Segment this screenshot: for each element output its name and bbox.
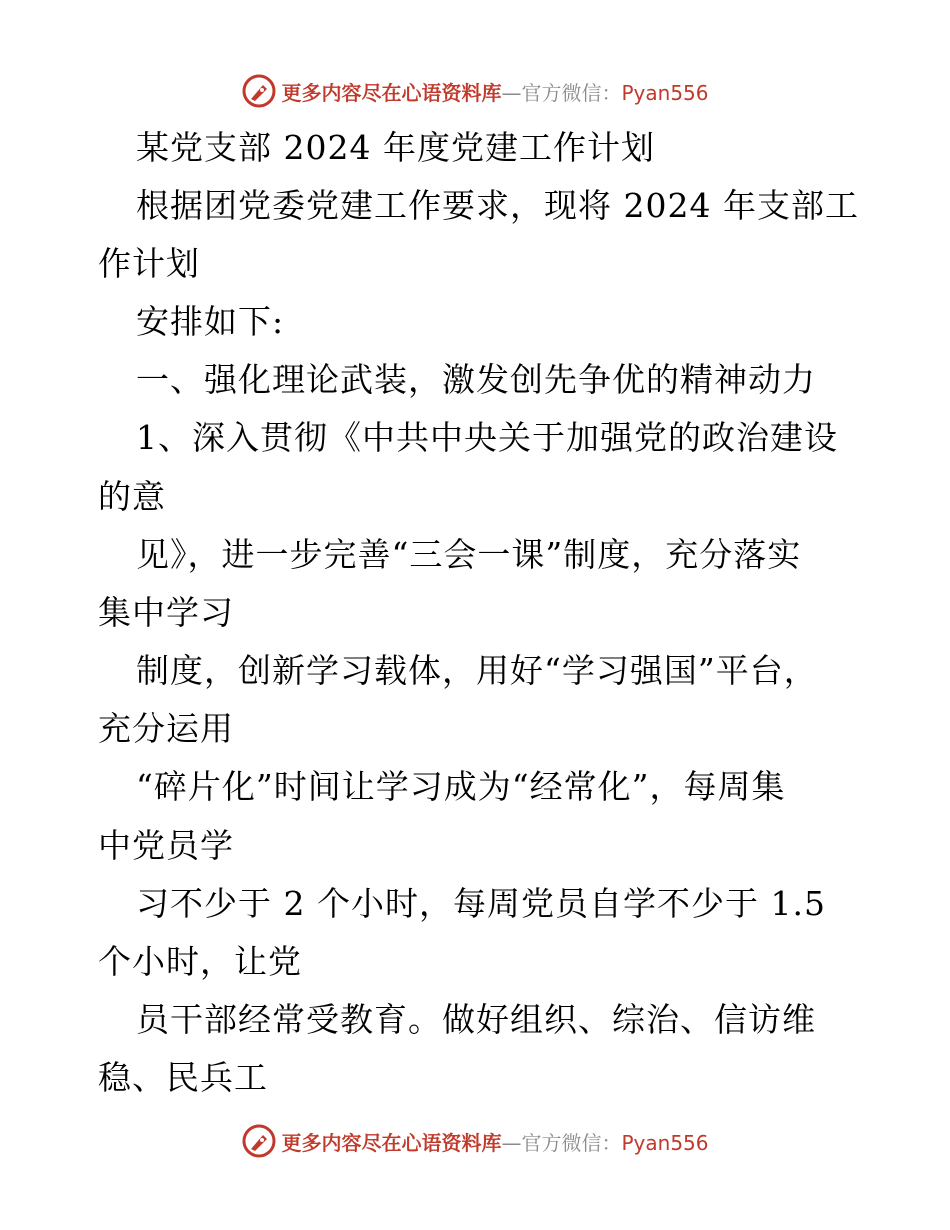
pen-nib-logo-icon (241, 73, 277, 109)
paragraph-line: 充分运用 (98, 709, 234, 748)
section-heading: 一、强化理论武装，激发创先争优的精神动力 (136, 360, 816, 399)
paragraph-line: 作计划 (98, 244, 200, 283)
header-banner (0, 71, 950, 111)
paragraph-line: 安排如下: (136, 302, 285, 341)
banner-library-text: 更多内容尽在心语资料库 (281, 1130, 502, 1155)
paragraph-line: 根据团党委党建工作要求，现将 2024 年支部工 (136, 186, 859, 225)
paragraph-line: 的意 (98, 477, 166, 516)
footer-banner (0, 1121, 950, 1161)
banner-account-text: Pyan556 (621, 1130, 709, 1155)
banner-text (281, 1127, 708, 1156)
pen-nib-logo-icon (241, 1123, 277, 1159)
paragraph-line: 制度，创新学习载体，用好“学习强国”平台， (136, 651, 818, 690)
banner-library-text: 更多内容尽在心语资料库 (281, 80, 502, 105)
banner-text (281, 77, 708, 106)
paragraph-line: 中党员学 (98, 826, 234, 865)
banner-wechat-label: —官方微信： (501, 1130, 622, 1155)
paragraph-line: 集中学习 (98, 593, 234, 632)
paragraph-line: “碎片化”时间让学习成为“经常化”，每周集 (136, 767, 786, 806)
paragraph-line: 见》，进一步完善“三会一课”制度，充分落实 (136, 535, 802, 574)
document-title: 某党支部 2024 年度党建工作计划 (136, 128, 655, 167)
paragraph-line: 习不少于 2 个小时，每周党员自学不少于 1.5 (136, 884, 826, 923)
paragraph-line: 员干部经常受教育。做好组织、综治、信访维 (136, 1000, 816, 1039)
paragraph-line: 1、深入贯彻《中共中央关于加强党的政治建设 (136, 418, 838, 457)
paragraph-line: 个小时，让党 (98, 942, 302, 981)
paragraph-line: 稳、民兵工 (98, 1058, 268, 1097)
banner-wechat-label: —官方微信： (501, 80, 622, 105)
banner-account-text: Pyan556 (621, 80, 709, 105)
